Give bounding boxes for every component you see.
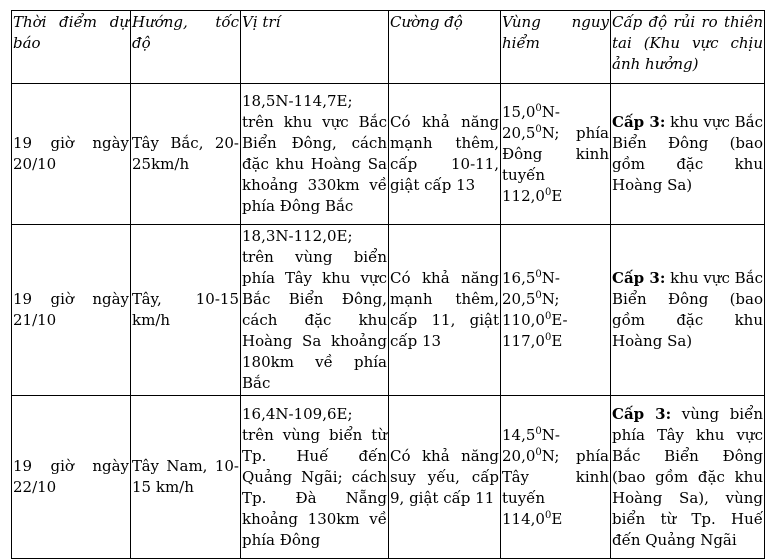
cell-position: 18,3N-112,0E; trên vùng biển phía Tây khu vực Bắc Biển Đông, cách đặc khu Hoàng Sa khoảng 180km về phía Bắc <box>241 225 389 396</box>
degree-mark: 0 <box>535 123 542 135</box>
header-direction: Hướng, tốc độ <box>131 11 241 84</box>
risk-area: khu vực Bắc Biển Đông (bao gồm đặc khu Hoàng Sa) <box>612 269 763 350</box>
cell-time: 19 giờ ngày 21/10 <box>12 225 131 396</box>
zone-text: E <box>551 186 563 205</box>
degree-mark: 0 <box>544 311 552 322</box>
cell-danger-zone <box>501 225 611 396</box>
zone-text: N; phía Đông kinh tuyến 112,0 <box>502 123 609 205</box>
table-row <box>12 396 765 559</box>
storm-forecast-table <box>11 10 765 559</box>
header-intensity: Cường độ <box>389 11 501 84</box>
cell-intensity: Có khả năng mạnh thêm, cấp 10-11, giật cấp 13 <box>389 84 501 225</box>
cell-intensity: Có khả năng suy yếu, cấp 9, giật cấp 11 <box>389 396 501 559</box>
zone-text: E <box>551 509 563 528</box>
risk-area: vùng biển phía Tây khu vực Bắc Biển Đông (bao gồm đặc khu Hoàng Sa), vùng biển từ Tp. Huế đến Quảng Ngãi <box>612 404 763 549</box>
degree-mark: 0 <box>544 509 552 521</box>
cell-risk <box>611 225 765 396</box>
header-time: Thời điểm dự báo <box>12 11 131 84</box>
cell-time: 19 giờ ngày 20/10 <box>12 84 131 225</box>
cell-risk <box>611 396 765 559</box>
degree-mark: 0 <box>535 102 542 114</box>
degree-mark: 0 <box>544 186 552 198</box>
cell-position: 16,4N-109,6E; trên vùng biển từ Tp. Huế đến Quảng Ngãi; cách Tp. Đà Nẵng khoảng 130km về phía Đông <box>241 396 389 559</box>
zone-text: N-20,0 <box>502 425 560 465</box>
cell-risk <box>611 84 765 225</box>
degree-mark: 0 <box>535 269 542 280</box>
cell-intensity: Có khả năng mạnh thêm, cấp 11, giật cấp 13 <box>389 225 501 396</box>
zone-text: 15,0 <box>502 102 536 121</box>
header-danger-zone: Vùng nguy hiểm <box>501 11 611 84</box>
cell-position: 18,5N-114,7E; trên khu vực Bắc Biển Đông, cách đặc khu Hoàng Sa khoảng 330km về phía Đông Bắc <box>241 84 389 225</box>
degree-mark: 0 <box>535 446 542 458</box>
degree-mark: 0 <box>535 290 542 301</box>
cell-direction: Tây Nam, 10-15 km/h <box>131 396 241 559</box>
zone-text: N-20,5 <box>502 102 560 142</box>
degree-mark: 0 <box>535 425 542 437</box>
zone-text: 16,5 <box>502 269 536 287</box>
forecast-table-container <box>11 10 765 559</box>
zone-text: 14,5 <box>502 425 536 444</box>
cell-time: 19 giờ ngày 22/10 <box>12 396 131 559</box>
zone-text: N-20,5 <box>502 269 560 308</box>
cell-direction: Tây Bắc, 20-25km/h <box>131 84 241 225</box>
risk-level: Cấp 3: <box>612 269 666 287</box>
zone-text: E <box>551 332 563 350</box>
header-row <box>12 11 765 84</box>
table-row <box>12 84 765 225</box>
degree-mark: 0 <box>544 332 552 343</box>
header-risk-level: Cấp độ rủi ro thiên tai (Khu vực chịu ảnh hưởng) <box>611 11 765 84</box>
cell-danger-zone <box>501 84 611 225</box>
risk-level: Cấp 3: <box>612 113 666 131</box>
zone-text: N; 110,0 <box>502 290 560 329</box>
header-position: Vị trí <box>241 11 389 84</box>
risk-area: khu vực Bắc Biển Đông (bao gồm đặc khu Hoàng Sa) <box>612 113 763 194</box>
cell-direction: Tây, 10-15 km/h <box>131 225 241 396</box>
zone-text: E-117,0 <box>502 311 568 350</box>
zone-text: N; phía Tây kinh tuyến 114,0 <box>502 446 609 528</box>
risk-level: Cấp 3: <box>612 404 672 423</box>
cell-danger-zone <box>501 396 611 559</box>
table-row <box>12 225 765 396</box>
